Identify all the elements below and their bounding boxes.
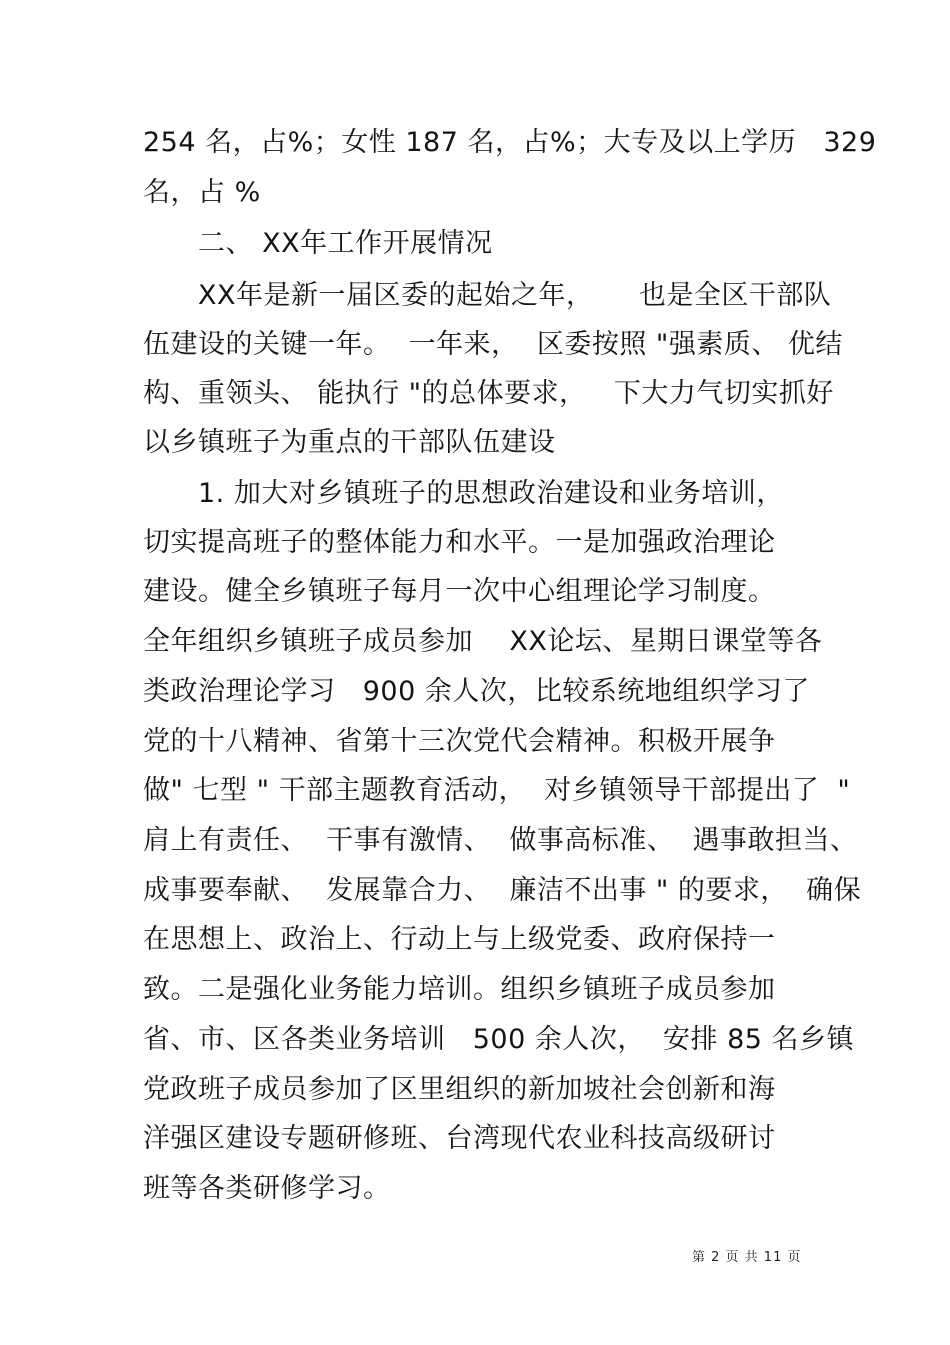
body-text-line: XX年是新一届区委的起始之年， 也是全区干部队	[198, 280, 832, 311]
body-text-line: 建设。健全乡镇班子每月一次中心组理论学习制度。	[143, 576, 776, 607]
body-text-line: 名，占 %	[143, 177, 261, 208]
body-text-line: 洋强区建设专题研修班、台湾现代农业科技高级研讨	[143, 1123, 776, 1154]
body-text-line: 肩上有责任、 干事有激情、 做事高标准、 遇事敢担当、	[143, 825, 858, 856]
body-text-line: 在思想上、政治上、行动上与上级党委、政府保持一	[143, 924, 776, 955]
body-text-line: 成事要奉献、 发展靠合力、 廉洁不出事 " 的要求， 确保	[143, 875, 862, 906]
body-text-line: 全年组织乡镇班子成员参加 XX论坛、星期日课堂等各	[143, 626, 823, 657]
body-text-line: 1. 加大对乡镇班子的思想政治建设和业务培训，	[198, 478, 784, 509]
body-text-line: 党政班子成员参加了区里组织的新加坡社会创新和海	[143, 1074, 776, 1105]
body-text-line: 254 名，占%；女性 187 名，占%；大专及以上学历 329	[143, 127, 877, 158]
body-text-line: 伍建设的关键一年。 一年来， 区委按照 "强素质、 优结	[143, 329, 843, 360]
page-number-footer: 第 2 页 共 11 页	[692, 1250, 802, 1265]
section-heading: 二、 XX年工作开展情况	[198, 228, 493, 259]
body-text-line: 以乡镇班子为重点的干部队伍建设	[143, 427, 556, 458]
body-text-line: 党的十八精神、省第十三次党代会精神。积极开展争	[143, 726, 776, 757]
body-text-line: 切实提高班子的整体能力和水平。一是加强政治理论	[143, 527, 776, 558]
body-text-line: 致。二是强化业务能力培训。组织乡镇班子成员参加	[143, 974, 776, 1005]
body-text-line: 班等各类研修学习。	[143, 1173, 391, 1204]
body-text-line: 省、市、区各类业务培训 500 余人次， 安排 85 名乡镇	[143, 1024, 855, 1055]
body-text-line: 类政治理论学习 900 余人次，比较系统地组织学习了	[143, 676, 810, 707]
body-text-line: 构、重领头、 能执行 "的总体要求， 下大力气切实抓好	[143, 378, 834, 409]
body-text-line: 做" 七型 " 干部主题教育活动， 对乡镇领导干部提出了 "	[143, 775, 851, 806]
